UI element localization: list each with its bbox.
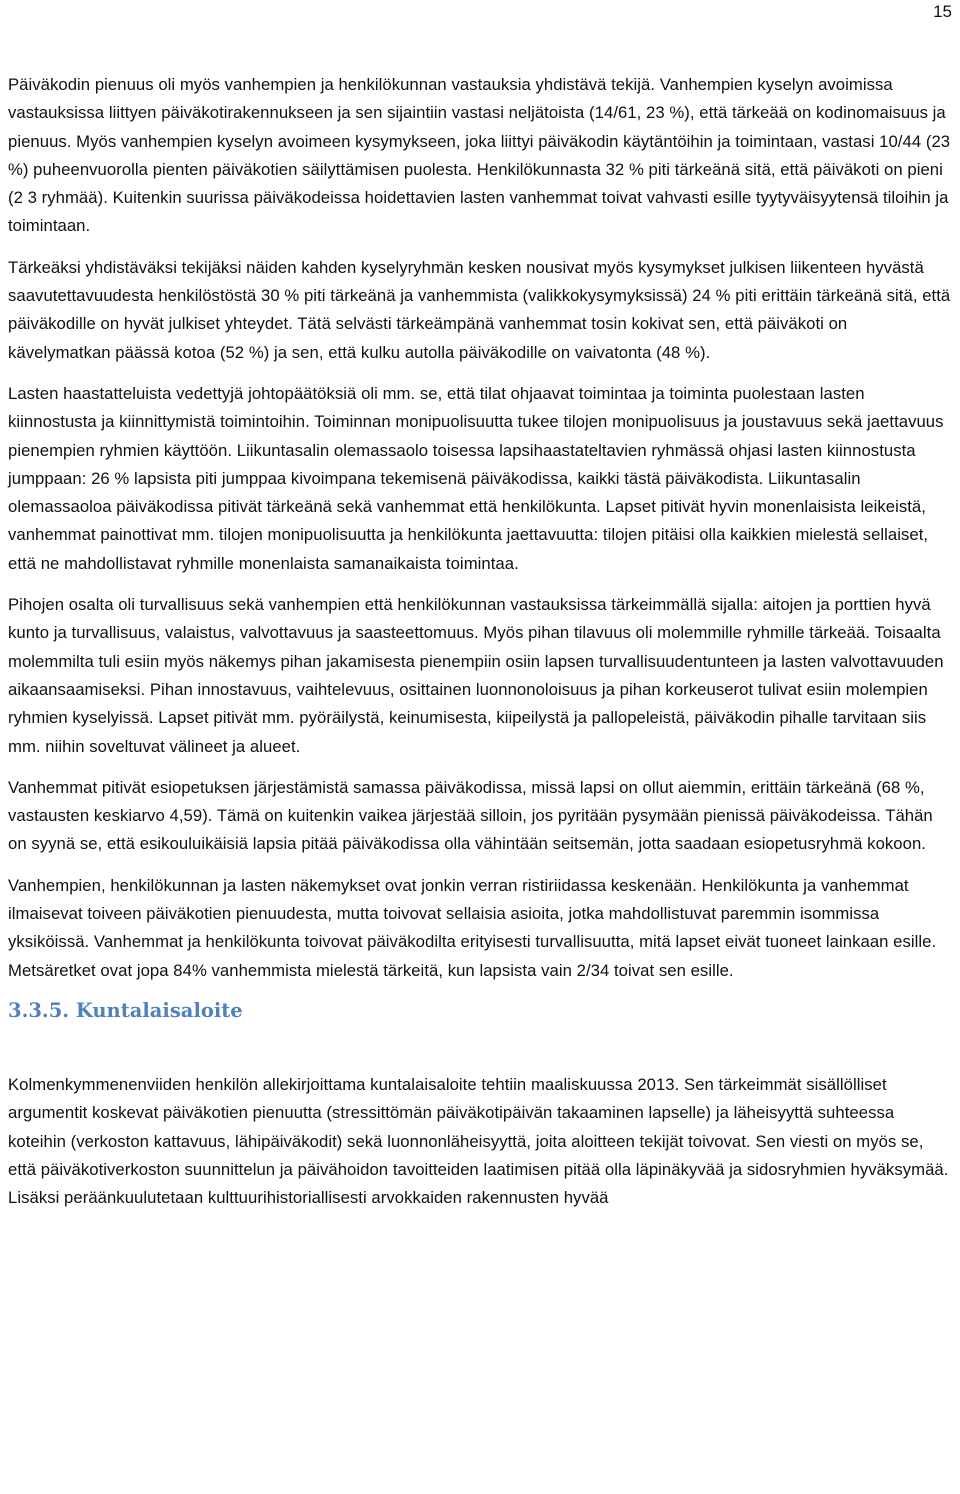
paragraph-kindergarten-size: Päiväkodin pienuus oli myös vanhempien ja henkilökunnan vastauksia yhdistävä tekijä. Vanhempien kyselyn avoimissa vastauksissa liittyen päiväkotirakennukseen ja sen sijaintiin vastasi neljätoista (14/61, 23 %), että tärkeää on kodinomaisuus ja pienuus. Myös vanhempien kyselyn avoimeen kysymykseen, joka liittyi päiväkodin käytäntöihin ja toimintaan, vastasi 10/44 (23 %) puheenvuorolla pienten päiväkotien säilyttämisen puolesta. Henkilökunnasta 32 % piti tärkeänä sitä, että päiväkoti on pieni (2 3 ryhmää). Kuitenkin suurissa päiväkodeissa hoidettavien lasten vanhemmat toivat vahvasti esille tyytyväisyytensä tiloihin ja toimintaan. bbox=[8, 75, 951, 236]
paragraph-public-transport: Tärkeäksi yhdistäväksi tekijäksi näiden kahden kyselyryhmän kesken nousivat myös kysymykset julkisen liikenteen hyvästä saavutettavuudesta henkilöstöstä 30 % piti tärkeänä ja vanhemmista (valikkokysymyksissä) 24 % piti erittäin tärkeänä sitä, että päiväkodille on hyvät julkiset yhteydet. Tätä selvästi tärkeämpänä vanhemmat tosin kokivat sen, että päiväkoti on kävelymatkan päässä kotoa (52 %) ja sen, että kulku autolla päiväkodille on vaivatonta (48 %). bbox=[8, 257, 951, 362]
paragraph-citizen-initiative: Kolmenkymmenenviiden henkilön allekirjoittama kuntalaisaloite tehtiin maaliskuussa 2013. Sen tärkeimmät sisällölliset argumentit koskevat päiväkotien pienuutta (stressittömän päiväkotipäivän takaaminen lapselle) ja läheisyyttä suhteessa koteihin (verkoston kattavuus, lähipäiväkodit) sekä luonnonläheisyyttä, joita aloitteen tekijät toivovat. Sen viesti on myös se, että päiväkotiverkoston suunnittelun ja päivähoidon tavoitteiden laatimisen pitää olla läpinäkyvää ja sidosryhmien hyväksymää. Lisäksi peräänkuulutetaan kulttuurihistoriallisesti arvokkaiden rakennusten hyvää bbox=[8, 1074, 949, 1208]
paragraph-contradictions: Vanhempien, henkilökunnan ja lasten näkemykset ovat jonkin verran ristiriidassa keskenään. Henkilökunta ja vanhemmat ilmaisevat toiveen päiväkotien pienuudesta, mutta toivovat sellaisia asioita, jotka mahdollistuvat paremmin isommissa yksiköissä. Vanhemmat ja henkilökunta toivovat päiväkodilta erityisesti turvallisuutta, mitä lapset eivät tuoneet lainkaan esille. Metsäretket ovat jopa 84% vanhemmista mielestä tärkeitä, kun lapsista vain 2/34 toivat sen esille. bbox=[8, 875, 937, 980]
paragraph-preschool: Vanhemmat pitivät esiopetuksen järjestämistä samassa päiväkodissa, missä lapsi on ollut aiemmin, erittäin tärkeänä (68 %, vastausten keskiarvo 4,59). Tämä on kuitenkin vaikea järjestää silloin, jos pyritään pysymään pienissä päiväkodeissa. Tähän on syynä se, että esikouluikäisiä lapsia pitää päiväkodissa olla vähintään seitsemän, jotta saadaan esiopetusryhmä kokoon. bbox=[8, 777, 933, 854]
page-number: 15 bbox=[933, 2, 952, 21]
body-text bbox=[8, 71, 954, 1212]
paragraph-child-interviews: Lasten haastatteluista vedettyjä johtopäätöksiä oli mm. se, että tilat ohjaavat toimintaa ja toiminta puolestaan lasten kiinnostusta ja kiinnittymistä toimintoihin. Toiminnan monipuolisuutta tukee tilojen monipuolisuus ja joustavuus sekä jaettavuus pienempien ryhmien käyttöön. Liikuntasalin olemassaolo toisessa lapsihaastateltavien ryhmässä ohjasi lasten kiinnostusta jumppaan: 26 % lapsista piti jumppaa kivoimpana tekemisenä päiväkodissa, kaikki tästä päiväkodista. Liikuntasalin olemassaoloa päiväkodissa pitivät tärkeänä sekä vanhemmat että henkilökunta. Lapset pitivät hyvin monenlaisista leikeistä, vanhemmat painottivat mm. tilojen monipuolisuutta ja henkilökunta jaettavuutta: tilojen pitäisi olla kaikkien mielestä sellaiset, että ne mahdollistavat ryhmille monenlaista samanaikaista toimintaa. bbox=[8, 383, 944, 573]
paragraph-yards: Pihojen osalta oli turvallisuus sekä vanhempien että henkilökunnan vastauksissa tärkeimmällä sijalla: aitojen ja porttien hyvä kunto ja turvallisuus, valaistus, valvottavuus ja saasteettomuus. Myös pihan tilavuus oli molemmille ryhmille tärkeää. Toisaalta molemmilta tuli esiin myös näkemys pihan jakamisesta pienempiin osiin lapsen turvallisuudentunteen ja lasten valvottavuuden aikaansaamiseksi. Pihan innostavuus, vaihtelevuus, osittainen luonnonoloisuus ja pihan korkeuserot tulivat esiin molempien ryhmien kyselyissä. Lapset pitivät mm. pyöräilystä, keinumisesta, kiipeilystä ja pallopeleistä, päiväkodin pihalle tarvitaan siis mm. niihin soveltuvat välineet ja alueet. bbox=[8, 595, 944, 756]
section-heading: 3.3.5. Kuntalaisaloite bbox=[8, 998, 243, 1022]
